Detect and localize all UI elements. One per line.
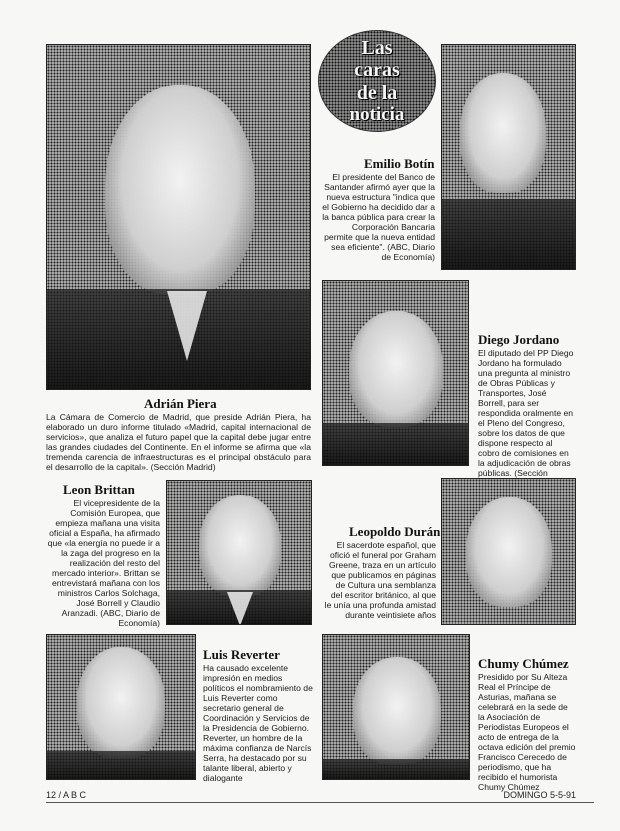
- diego-jordano-caption: El diputado del PP Diego Jordano ha formulado una pregunta al ministro de Obras Públicas y Transportes, José Borrell, para ser respondida oralmente en el Pleno del Congreso, sobre los datos de que dispone respecto al cobro de comisiones en la adjudicación de obras públicas. (Sección: [478, 348, 574, 478]
- leon-brittan-caption: El vicepresidente de la Comisión Europea, que empieza mañana una visita oficial a España, ha afirmado que «la energía no puede ir a la zaga del progreso en la realización del resto del mercado interior». Brittan se entrevistará mañana con los ministros Carlos Solchaga, José Borrell y Claudio Aranzadi. (ABC, Diario de Economía): [47, 498, 160, 628]
- leon-brittan-photo: [166, 480, 312, 625]
- logo-line-2: caras: [354, 59, 400, 81]
- leon-brittan-name: Leon Brittan: [63, 482, 135, 497]
- luis-reverter-caption: Ha causado excelente impresión en medios políticos el nombramiento de Luis Reverter como secretario general de Coordinación y Servicios de la Presidencia de Gobierno. Reverter, un hombre de la máxima confianza de Narcís Serra, ha destacado por su talante liberal, abierto y dialogante: [203, 663, 313, 783]
- logo-line-1: Las: [361, 37, 393, 59]
- logo-line-3: de la: [356, 82, 398, 104]
- chumy-chumez-name: Chumy Chúmez: [478, 656, 569, 671]
- diego-jordano-photo: [322, 280, 469, 466]
- diego-jordano-name: Diego Jordano: [478, 332, 560, 347]
- emilio-botin-name: Emilio Botín: [364, 156, 435, 171]
- leopoldo-duran-caption: El sacerdote español, que ofició el funeral por Graham Greene, traza en un artículo que publicamos en páginas de Cultura una semblanza del escritor británico, al que le unía una profunda amistad durante veintisiete años: [324, 540, 436, 620]
- footer-rule: [46, 802, 594, 803]
- adrian-piera-name: Adrián Piera: [144, 396, 217, 411]
- emilio-botin-caption: El presidente del Banco de Santander afirmó ayer que la nueva estructura "indica que el Gobierno ha decidido dar a la banca pública para crear la Corporación Bancaria permite que la nueva entidad sea eficiente". (ABC, Diario de Economía): [322, 172, 435, 262]
- chumy-chumez-photo: [322, 634, 470, 780]
- luis-reverter-name: Luis Reverter: [203, 647, 280, 662]
- section-logo: [318, 30, 436, 132]
- emilio-botin-photo: [441, 44, 576, 270]
- leopoldo-duran-name: Leopoldo Durán: [349, 524, 441, 539]
- page-number: 12 / A B C: [46, 790, 87, 800]
- adrian-piera-photo: [46, 44, 311, 390]
- adrian-piera-caption: La Cámara de Comercio de Madrid, que preside Adrián Piera, ha elaborado un duro informe titulado «Madrid, capital internacional de servicios», que analiza el futuro papel que la capital debe jugar entre las grandes ciudades del Continente. En el informe se afirma que «la tremenda carencia de infraestructuras es el principal obstáculo para el desarrollo de la capital». (Sección Madrid): [46, 412, 311, 472]
- luis-reverter-photo: [46, 634, 196, 780]
- page-date: DOMINGO 5-5-91: [503, 790, 576, 800]
- logo-line-4: noticia: [349, 104, 405, 125]
- chumy-chumez-caption: Presidido por Su Alteza Real el Príncipe de Asturias, mañana se celebrará en la sede de la Asociación de Periodistas Europeos el acto de entrega de la octava edición del premio Francisco Cerecedo de periodismo, que ha recibido el humorista Chumy Chúmez: [478, 672, 576, 792]
- leopoldo-duran-photo: [441, 478, 576, 625]
